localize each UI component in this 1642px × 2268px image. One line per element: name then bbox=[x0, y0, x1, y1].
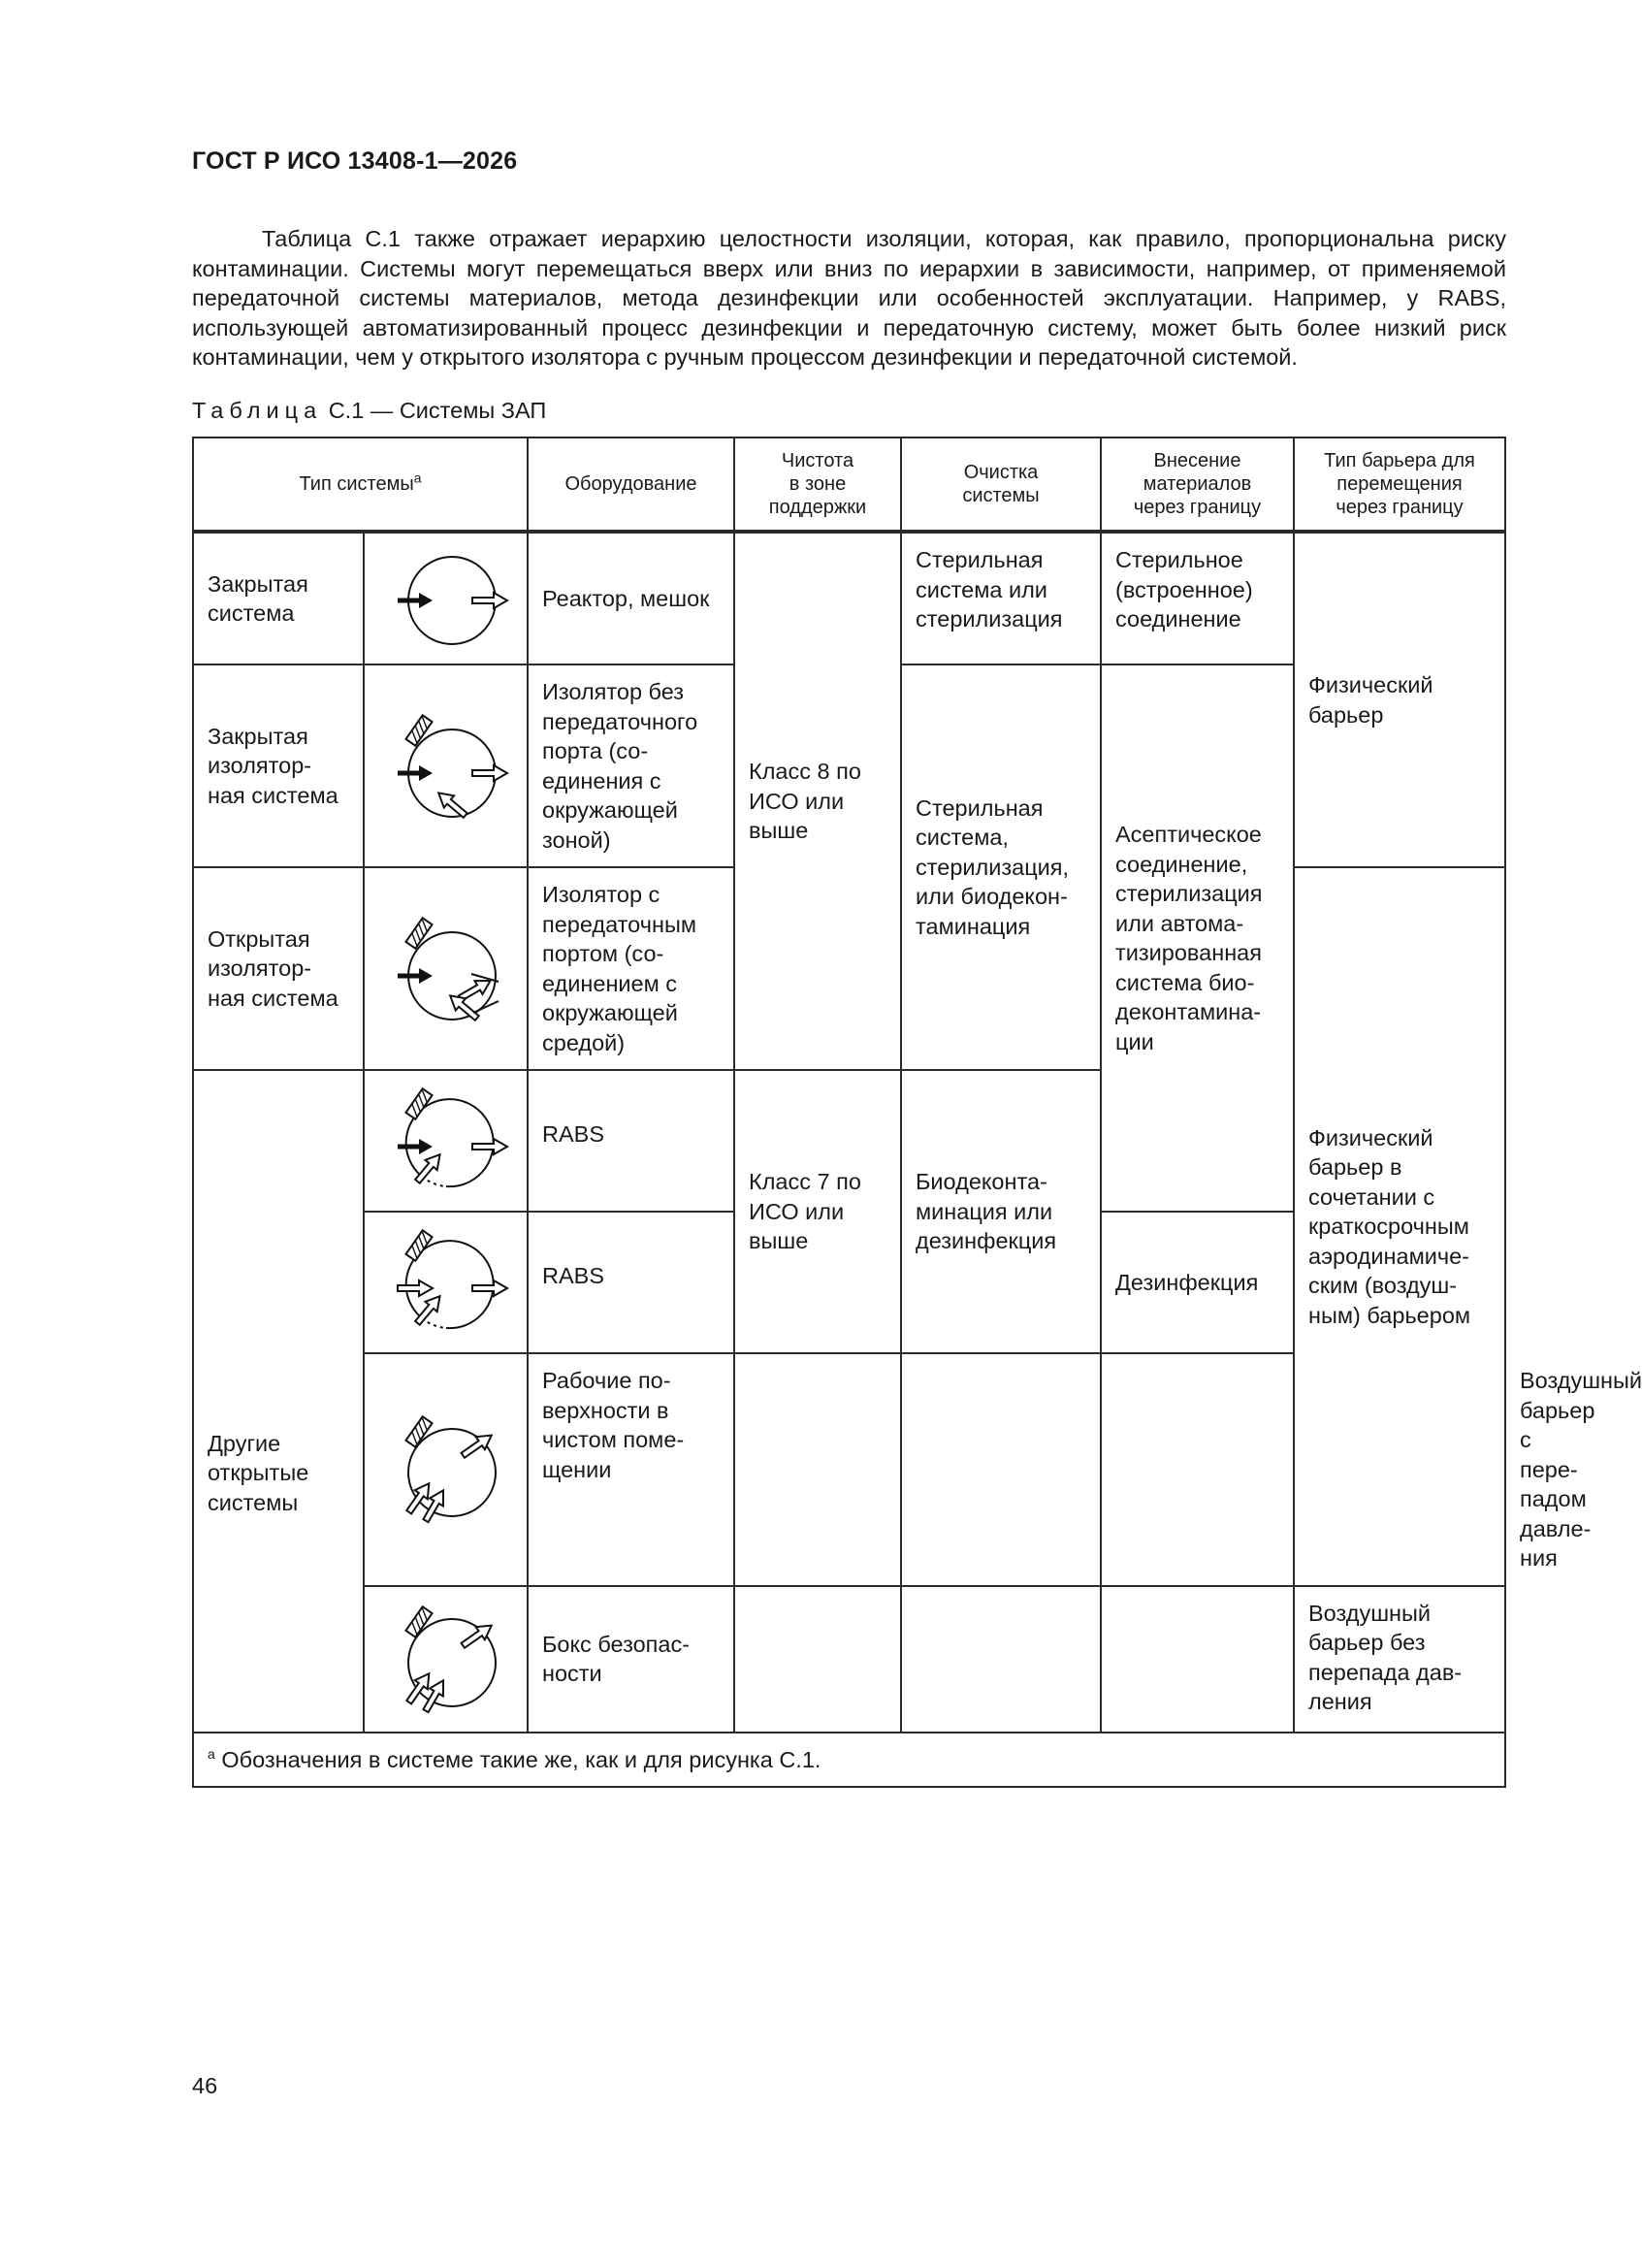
rabs-active-icon bbox=[364, 1070, 528, 1212]
cleanliness-iso7-cell: Класс 7 по ИСО или выше bbox=[734, 1070, 901, 1353]
empty-cell bbox=[734, 1586, 901, 1733]
equipment-cell: RABS bbox=[528, 1070, 734, 1212]
equipment-cell: RABS bbox=[528, 1212, 734, 1353]
caption-text: С.1 — Системы ЗАП bbox=[328, 398, 547, 423]
table-footnote-row bbox=[193, 1733, 1505, 1788]
barrier-physical-cell: Физический барьер bbox=[1294, 532, 1505, 867]
table-header-row bbox=[193, 437, 1505, 532]
table-row: Рабочие по- верхности в чистом поме- щении Воздушный барьер с пере- падом давле- ния bbox=[193, 1353, 1505, 1586]
barrier-type-cell: Воздушный барьер без перепада дав- ления bbox=[1294, 1586, 1505, 1733]
intro-paragraph bbox=[192, 224, 1506, 373]
cleaning-sterile-cell: Стерильная система, стерилизация, или биодекон- таминация bbox=[901, 664, 1101, 1070]
material-aseptic-cell: Асептическое соединение, стерилизация или автома- тизированная система био- деконтамина- ции bbox=[1101, 664, 1294, 1212]
header-equipment: Оборудование bbox=[528, 437, 734, 532]
closed-isolator-system-icon bbox=[364, 664, 528, 867]
table-row bbox=[193, 532, 1505, 664]
empty-cell bbox=[901, 1353, 1101, 1586]
equipment-cell: Изолятор без передаточного порта (со- единения с окружающей зоной) bbox=[528, 664, 734, 867]
system-type-cell: Закрытая изолятор- ная система bbox=[193, 664, 364, 867]
intro-text: Таблица С.1 также отражает иерархию целостности изоляции, которая, как правило, пропорциональна риску контаминации. Системы могут перемещаться вверх или вниз по иерархии в зависимости, например, от применяемой передаточной системы материалов, метода дезинфекции или особенностей эксплуатации. Например, у RABS, использующей автоматизированный процесс дезинфекции и передаточную систему, может быть более низкий риск контаминации, чем у открытого изолятора с ручным процессом дезинфекции и передаточной системой. bbox=[192, 226, 1506, 370]
header-cleanliness: Чистота в зоне поддержки bbox=[734, 437, 901, 532]
equipment-cell: Рабочие по- верхности в чистом поме- щении bbox=[528, 1353, 734, 1586]
empty-cell bbox=[1101, 1586, 1294, 1733]
footnote-mark: a bbox=[413, 470, 422, 486]
equipment-cell: Изолятор с передаточным портом (со- единением с окружающей средой) bbox=[528, 867, 734, 1070]
equipment-cell: Бокс безопас- ности bbox=[528, 1586, 734, 1733]
empty-cell bbox=[901, 1586, 1101, 1733]
empty-cell bbox=[734, 1353, 901, 1586]
header-barrier-type: Тип барьера для перемещения через границу bbox=[1294, 437, 1505, 532]
empty-cell bbox=[1101, 1353, 1294, 1586]
page-number: 46 bbox=[192, 2073, 218, 2098]
document-header: ГОСТ Р ИСО 13408-1—2026 bbox=[192, 147, 518, 175]
table-row bbox=[193, 1586, 1505, 1733]
footnote-mark: a bbox=[208, 1745, 215, 1762]
caption-label: Таблица bbox=[192, 398, 323, 423]
cleaning-cell: Стерильная система или стерилизация bbox=[901, 532, 1101, 664]
system-type-cell: Закрытая система bbox=[193, 532, 364, 664]
footnote-text: Обозначения в системе такие же, как и для рисунка С.1. bbox=[221, 1746, 821, 1772]
table-footnote bbox=[193, 1733, 1505, 1788]
safety-cabinet-icon bbox=[364, 1586, 528, 1733]
cleanliness-iso8-cell: Класс 8 по ИСО или выше bbox=[734, 532, 901, 1070]
rabs-passive-icon bbox=[364, 1212, 528, 1353]
table-caption bbox=[192, 398, 546, 424]
closed-system-icon bbox=[364, 532, 528, 664]
system-type-cell: Открытая изолятор- ная система bbox=[193, 867, 364, 1070]
material-transfer-cell: Стерильное (встроенное) соединение bbox=[1101, 532, 1294, 664]
material-transfer-cell: Дезинфекция bbox=[1101, 1212, 1294, 1353]
systems-table bbox=[192, 437, 1642, 1788]
cleanroom-surfaces-icon bbox=[364, 1353, 528, 1586]
header-cleaning: Очистка системы bbox=[901, 437, 1101, 532]
barrier-physical-aero-cell: Физический барьер в сочетании с краткосрочным аэродинамиче- ским (воздуш- ным) барьером bbox=[1294, 867, 1505, 1586]
open-isolator-system-icon bbox=[364, 867, 528, 1070]
header-material-transfer: Внесение материалов через границу bbox=[1101, 437, 1294, 532]
cleaning-biodecon-cell: Биодеконта- минация или дезинфекция bbox=[901, 1070, 1101, 1353]
header-system-type: Тип системы$^a$ bbox=[193, 437, 528, 532]
equipment-cell: Реактор, мешок bbox=[528, 532, 734, 664]
system-type-other-open-cell: Другие открытые системы bbox=[193, 1070, 364, 1733]
